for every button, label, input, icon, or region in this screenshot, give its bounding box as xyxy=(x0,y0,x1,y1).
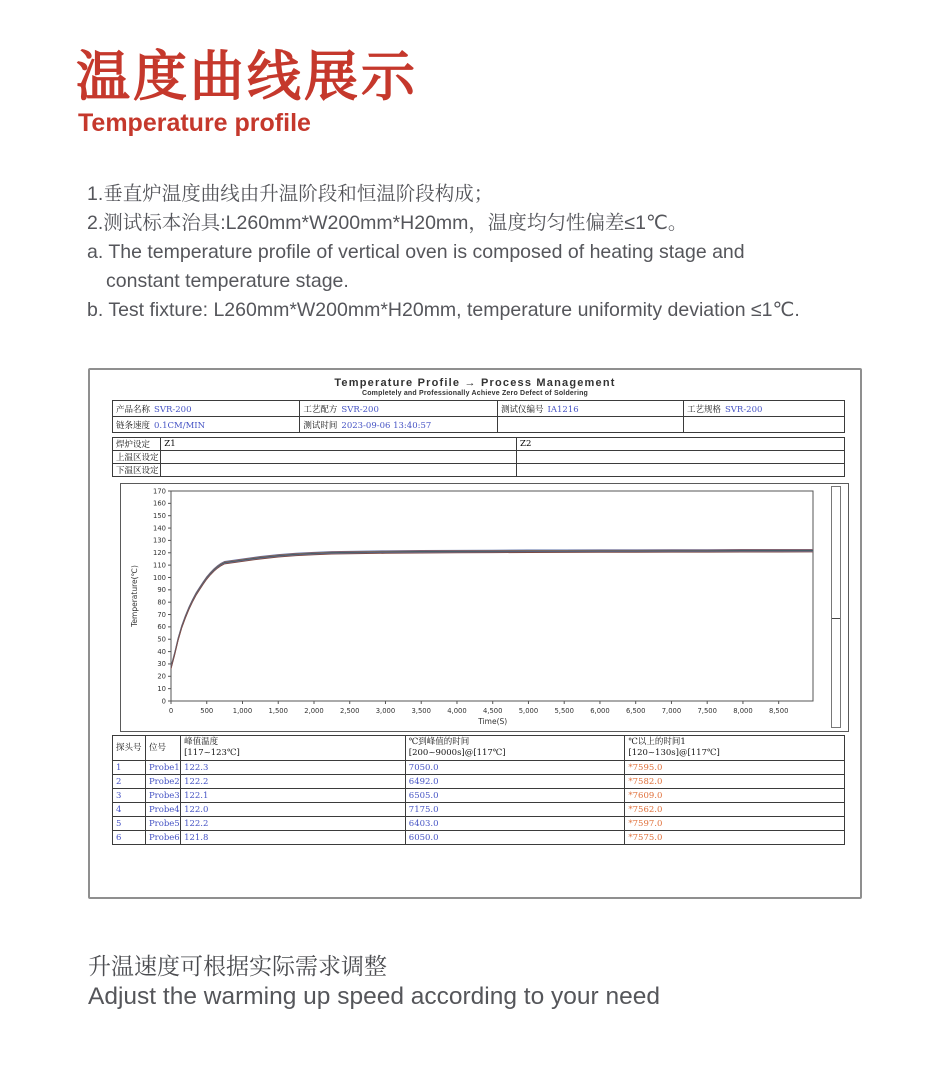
info-cell: 链条速度 0.1CM/MIN xyxy=(113,417,300,433)
info-cell: 测试时间 2023-09-06 13:40:57 xyxy=(300,417,498,433)
svg-text:1,000: 1,000 xyxy=(232,707,253,715)
zone-value xyxy=(517,451,845,464)
probe-header-cell: 位号 xyxy=(145,736,180,761)
probe-cell: 121.8 xyxy=(181,831,406,845)
zone-value: Z1 xyxy=(161,438,517,451)
probe-cell: 2 xyxy=(113,775,146,789)
info-cell: 测试仪编号 IA1216 xyxy=(498,401,684,417)
probe-header-cell: ℃到峰值的时间 [200~9000s]@[117℃] xyxy=(405,736,625,761)
report-header xyxy=(90,377,860,397)
scrollbar-thumb-divider xyxy=(832,618,840,619)
probe-cell: 122.2 xyxy=(181,817,406,831)
probe-table xyxy=(112,735,845,845)
svg-text:Time(S): Time(S) xyxy=(478,717,508,726)
note-line: a. The temperature profile of vertical oven is composed of heating stage and xyxy=(87,241,745,263)
probe-row xyxy=(113,761,845,775)
svg-text:110: 110 xyxy=(153,561,166,570)
zone-value: Z2 xyxy=(517,438,845,451)
svg-text:90: 90 xyxy=(157,586,166,595)
svg-text:0: 0 xyxy=(168,707,174,715)
probe-row xyxy=(113,817,845,831)
info-cell xyxy=(683,417,844,433)
probe-cell: 6050.0 xyxy=(405,831,625,845)
svg-text:7,500: 7,500 xyxy=(697,707,717,715)
svg-text:4,000: 4,000 xyxy=(447,707,467,715)
curve-probe6 xyxy=(171,552,813,669)
zone-label: 上温区设定 xyxy=(113,451,161,464)
footer-en: Adjust the warming up speed according to your need xyxy=(88,983,661,1010)
info-table xyxy=(112,400,845,433)
probe-cell: *7595.0 xyxy=(625,761,845,775)
curve-probe5 xyxy=(171,551,813,668)
svg-text:3,500: 3,500 xyxy=(411,707,431,715)
page-title: 温度曲线展示 xyxy=(76,44,418,108)
zone-value xyxy=(161,451,517,464)
svg-text:8,000: 8,000 xyxy=(733,707,753,715)
svg-text:60: 60 xyxy=(157,623,166,632)
probe-header-cell: 探头号 xyxy=(113,736,146,761)
zone-row xyxy=(113,438,845,451)
probe-cell: *7582.0 xyxy=(625,775,845,789)
notes xyxy=(87,180,800,325)
svg-text:10: 10 xyxy=(157,684,166,693)
svg-text:40: 40 xyxy=(157,647,166,656)
chart xyxy=(120,483,849,732)
probe-cell: *7597.0 xyxy=(625,817,845,831)
info-cell: 工艺配方 SVR-200 xyxy=(300,401,498,417)
svg-text:100: 100 xyxy=(153,573,166,582)
svg-text:170: 170 xyxy=(153,487,166,496)
info-cell: 工艺规格 SVR-200 xyxy=(683,401,844,417)
report-subtitle: Completely and Professionally Achieve Zero Defect of Soldering xyxy=(361,390,589,397)
svg-text:120: 120 xyxy=(153,549,166,558)
svg-text:4,500: 4,500 xyxy=(482,707,503,715)
probe-cell: Probe1 xyxy=(145,761,180,775)
report-screenshot xyxy=(88,368,862,899)
probe-cell: 1 xyxy=(113,761,146,775)
svg-text:500: 500 xyxy=(200,707,214,715)
svg-text:1,500: 1,500 xyxy=(268,707,288,715)
info-cell xyxy=(498,417,684,433)
probe-row xyxy=(113,789,845,803)
note-line: 1.垂直炉温度曲线由升温阶段和恒温阶段构成； xyxy=(87,183,494,205)
probe-cell: 6 xyxy=(113,831,146,845)
note-line: 2.测试标本治具:L260mm*W200mm*H20mm，温度均匀性偏差≤1℃。 xyxy=(87,212,688,234)
svg-text:130: 130 xyxy=(153,536,166,545)
report-title: Temperature Profile → Process Management xyxy=(334,377,616,389)
probe-cell: 5 xyxy=(113,817,146,831)
svg-text:30: 30 xyxy=(157,660,166,669)
svg-text:5,000: 5,000 xyxy=(518,707,539,715)
curve-probe3 xyxy=(171,550,813,667)
probe-cell: 122.0 xyxy=(181,803,406,817)
probe-cell: 122.1 xyxy=(181,789,406,803)
svg-text:150: 150 xyxy=(153,512,166,521)
zone-label: 焊炉设定 xyxy=(113,438,161,451)
probe-cell: Probe4 xyxy=(145,803,180,817)
probe-header-cell: ℃以上的时间1 [120~130s]@[117℃] xyxy=(625,736,845,761)
svg-text:6,500: 6,500 xyxy=(625,707,646,715)
probe-cell: 3 xyxy=(113,789,146,803)
temperature-chart xyxy=(121,484,848,731)
probe-cell: Probe6 xyxy=(145,831,180,845)
curve-probe4 xyxy=(171,551,813,668)
svg-text:Temperature(℃): Temperature(℃) xyxy=(130,565,139,627)
note-line: b. Test fixture: L260mm*W200mm*H20mm, temperature uniformity deviation ≤1℃. xyxy=(87,299,800,321)
probe-cell: 6505.0 xyxy=(405,789,625,803)
chart-scrollbar[interactable] xyxy=(831,486,841,728)
footer-zh: 升温速度可根据实际需求调整 xyxy=(88,953,387,979)
svg-text:7,000: 7,000 xyxy=(661,707,682,715)
svg-text:50: 50 xyxy=(157,635,166,644)
svg-text:3,000: 3,000 xyxy=(375,707,396,715)
probe-cell: *7562.0 xyxy=(625,803,845,817)
probe-cell: 6403.0 xyxy=(405,817,625,831)
probe-header-cell: 峰值温度 [117~123℃] xyxy=(181,736,406,761)
probe-row xyxy=(113,775,845,789)
svg-text:80: 80 xyxy=(157,598,166,607)
svg-text:160: 160 xyxy=(153,499,166,508)
zone-value xyxy=(161,464,517,477)
probe-header-row xyxy=(113,736,845,761)
probe-cell: *7575.0 xyxy=(625,831,845,845)
probe-cell: 122.2 xyxy=(181,775,406,789)
probe-cell: 7050.0 xyxy=(405,761,625,775)
probe-cell: Probe5 xyxy=(145,817,180,831)
zone-row xyxy=(113,451,845,464)
curve-probe2 xyxy=(171,550,813,667)
info-cell: 产品名称 SVR-200 xyxy=(113,401,300,417)
zone-label: 下温区设定 xyxy=(113,464,161,477)
zone-table xyxy=(112,437,845,477)
page-subtitle: Temperature profile xyxy=(78,109,311,137)
info-row xyxy=(113,417,845,433)
note-line: constant temperature stage. xyxy=(106,270,349,292)
probe-cell: 6492.0 xyxy=(405,775,625,789)
probe-row xyxy=(113,831,845,845)
svg-text:0: 0 xyxy=(161,697,166,706)
curve-probe1 xyxy=(171,549,813,666)
zone-value xyxy=(517,464,845,477)
svg-text:140: 140 xyxy=(153,524,166,533)
probe-cell: Probe3 xyxy=(145,789,180,803)
info-row xyxy=(113,401,845,417)
svg-text:2,000: 2,000 xyxy=(304,707,324,715)
probe-row xyxy=(113,803,845,817)
probe-cell: Probe2 xyxy=(145,775,180,789)
probe-cell: *7609.0 xyxy=(625,789,845,803)
svg-text:2,500: 2,500 xyxy=(339,707,360,715)
probe-cell: 122.3 xyxy=(181,761,406,775)
svg-text:8,500: 8,500 xyxy=(768,707,789,715)
svg-text:6,000: 6,000 xyxy=(590,707,610,715)
svg-text:5,500: 5,500 xyxy=(554,707,574,715)
probe-cell: 7175.0 xyxy=(405,803,625,817)
zone-row xyxy=(113,464,845,477)
svg-text:70: 70 xyxy=(157,610,166,619)
svg-text:20: 20 xyxy=(157,672,166,681)
probe-cell: 4 xyxy=(113,803,146,817)
